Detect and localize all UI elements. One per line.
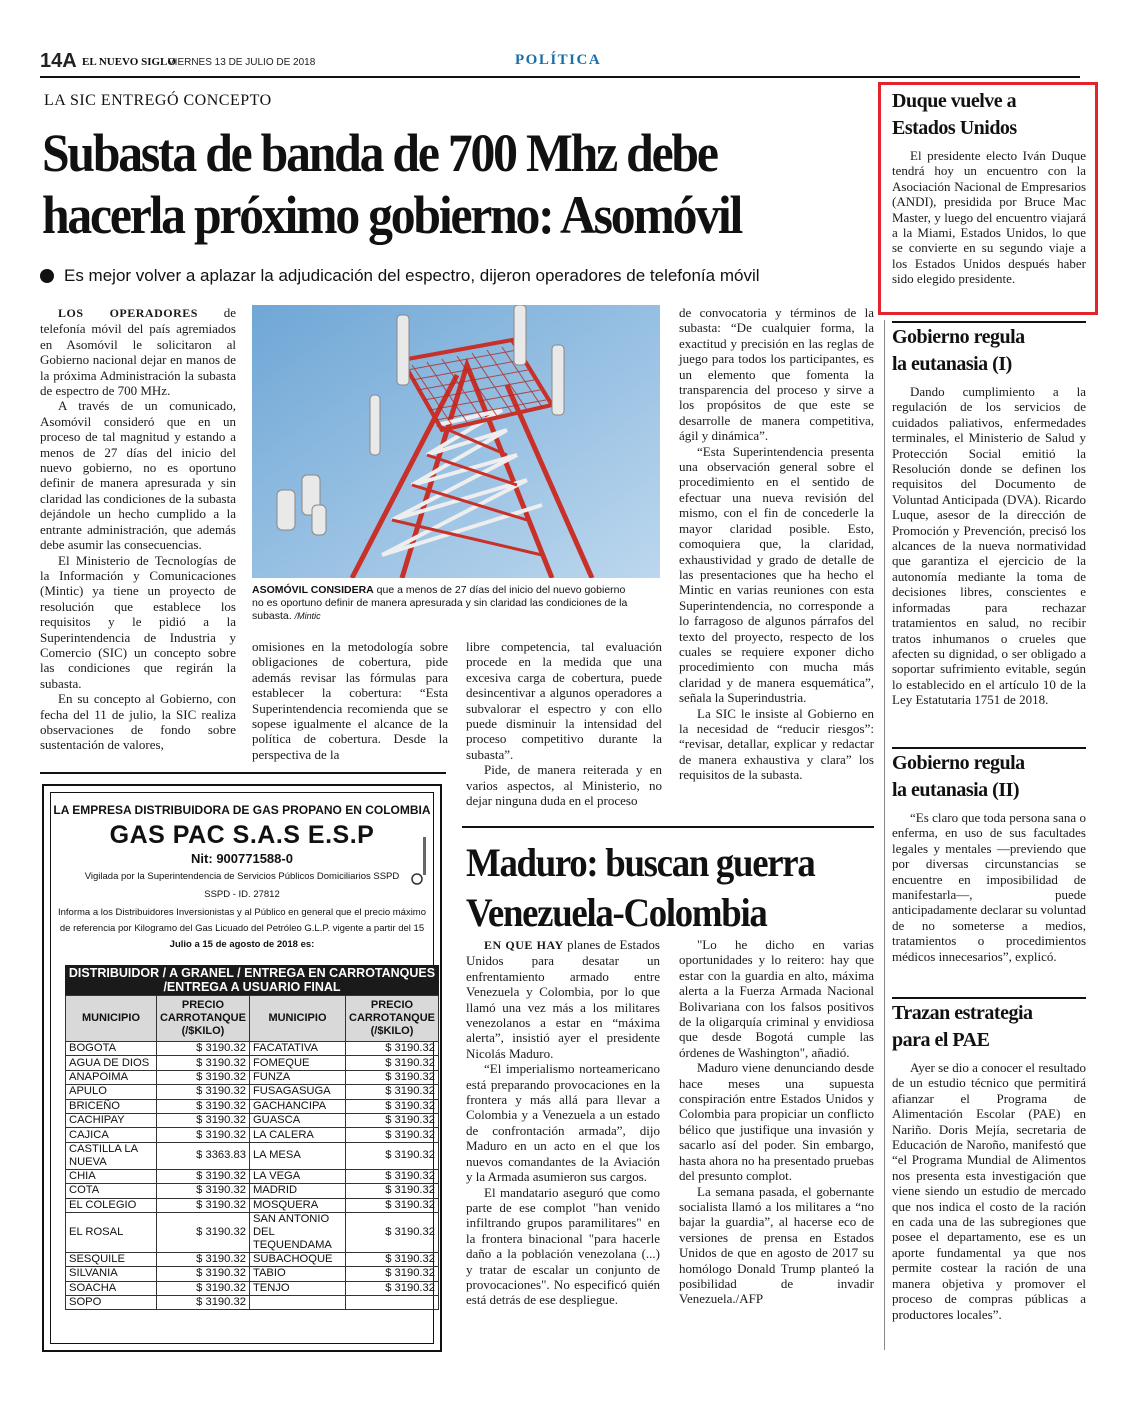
table-row <box>66 1184 439 1198</box>
precio-cell: $ 3190.32 <box>346 1198 439 1212</box>
municipio-cell: EL ROSAL <box>66 1212 157 1252</box>
table-row <box>66 1113 439 1127</box>
municipio-cell: LA CALERA <box>249 1128 345 1142</box>
precio-cell: $ 3190.32 <box>156 1056 249 1070</box>
maduro-col2-p3: La semana pasada, el gobernante socialista llamó a los militares a “no bajar la guardia”, al hacerse eco de versiones de prensa en Estados Unidos de que en agosto de 2017 su homólogo Donald Trump planteó la posibilidad de invadir Venezuela./AFP <box>679 1183 874 1307</box>
sidebar-item-duque <box>892 88 1086 287</box>
table-row <box>66 1296 439 1310</box>
precio-cell: $ 3190.32 <box>346 1169 439 1183</box>
ad-sspd: SSPD - ID. 27812 <box>204 889 280 900</box>
municipio-cell <box>249 1296 345 1310</box>
precio-cell <box>346 1296 439 1310</box>
municipio-cell: MOSQUERA <box>249 1198 345 1212</box>
main-col2-text: omisiones en la metodología sobre obligaciones de cobertura, pide además revisar las fórmulas para establecer la cobertura: “Esta Superintendencia recomienda que se sopese igualmente el alcance de la política de cobertura. Desde la perspectiva de la <box>252 639 448 762</box>
table-row <box>66 1212 439 1252</box>
sidebar-text-pae: Ayer se dio a conocer el resultado de un estudio técnico que permitirá afianzar el Programa de Alimentación Escolar (PAE) en Nariño. Doris Mejía, secretaria de Educación de Naroño, manifestó que “el Programa Mundial de Alimentos nos presenta esta investigación que viene siendo un estudio de mercado que nos indica el costo de la ración en cada una de las subregiones que posee el departamento, ese es un aporte fundamental ya que nos permite costear la ración de una manera objetiva y promover el proceso de compras públicas a productores locales”. <box>892 1060 1086 1322</box>
municipio-cell: SUBACHOQUE <box>249 1252 345 1266</box>
maduro-col-2 <box>679 937 874 1307</box>
caption-credit: /Mintic <box>294 611 321 621</box>
main-col4-p3: La SIC le insiste al Gobierno en la necesidad de “reducir riesgos”: “revisar, detallar, explicar y redactar de manera exhaustiva y clara” los requisitos de la subasta. <box>679 705 874 783</box>
precio-cell: $ 3190.32 <box>346 1212 439 1252</box>
main-col3-p1: libre competencia, tal evaluación procede en la medida que una excesiva carga de cobertura, puede desincentivar a algunos operadores a subvalorar el espectro y con ello puede disminuir la intensidad del proceso competitivo durante la subasta”. <box>466 639 662 762</box>
sidebar-text-eutanasia-1: Dando cumplimiento a la regulación de los servicios de cuidados paliativos, enfermedades terminales, el Ministerio de Salud y Protección Social emitió la Resolución donde se definen los requisitos del Documento de Voluntad Anticipada (DVA). Ricardo Luque, asesor de la dirección de Promoción y Prevención, precisó los alcances de la nueva normatividad que garantiza el ejercicio de la autonomía mediante la toma de decisiones libres, conscientes e informadas para rechazar tratamientos en salud, no recibir tratos inhumanos o crueles que afecten su dignidad, o ser obligado a soportar sufrimiento evitable, según lo establecido en el artículo 10 de la Ley Estatutaria 1751 de 2018. <box>892 384 1086 708</box>
gas-table-title <box>65 965 439 995</box>
main-col1-p1: de telefonía móvil del país agremiados en Asomóvil le solicitaron al Gobierno nacional dejar en manos de la próxima Administración la subasta de espectro de 700 MHz. <box>40 305 237 399</box>
main-col3-p2: Pide, de manera reiterada y en varios aspectos, al Ministerio, no dejar ninguna duda en el proceso <box>466 762 662 809</box>
maduro-headline-line1: Maduro: buscan guerra <box>466 840 815 885</box>
sidebar-title-eutanasia-2: Gobierno regula la eutanasia (II) <box>892 752 1025 801</box>
sidebar-rule-2 <box>892 747 1086 749</box>
table-row <box>66 1252 439 1266</box>
precio-cell: $ 3190.32 <box>346 1252 439 1266</box>
table-row <box>66 1099 439 1113</box>
precio-cell: $ 3190.32 <box>156 1281 249 1295</box>
table-row <box>66 1267 439 1281</box>
precio-cell: $ 3190.32 <box>346 1056 439 1070</box>
municipio-cell: FACATATIVA <box>249 1042 345 1056</box>
municipio-cell: BOGOTA <box>66 1042 157 1056</box>
municipio-cell: CACHIPAY <box>66 1113 157 1127</box>
precio-cell: $ 3190.32 <box>346 1142 439 1169</box>
precio-cell: $ 3190.32 <box>156 1113 249 1127</box>
sidebar-rule-3 <box>892 997 1086 999</box>
precio-cell: $ 3190.32 <box>346 1042 439 1056</box>
municipio-cell: SOPO <box>66 1296 157 1310</box>
main-col-3 <box>466 639 662 808</box>
municipio-cell: FUNZA <box>249 1070 345 1084</box>
precio-cell: $ 3190.32 <box>346 1113 439 1127</box>
ad-company: GAS PAC S.A.S E.S.P <box>109 821 375 849</box>
page-number: 14A <box>40 50 77 72</box>
precio-cell: $ 3190.32 <box>156 1296 249 1310</box>
table-row <box>66 1085 439 1099</box>
divider-maduro <box>462 826 874 828</box>
sidebar-text-duque: El presidente electo Iván Duque tendrá hoy un encuentro con la Asociación Nacional de Empresarios (ANDI), presidida por Bruce Mac Master, y luego del encuentro viajará a la Miami, Estados Unidos, lo que se convierte en su segundo viaje a los Estados Unidos después haber sido elegido presidente. <box>892 148 1086 287</box>
maduro-col2-p1: "Lo he dicho en varias oportunidades y lo reitero: hay que estar con la guardia en alto, máxima alerta a la Fuerza Armada Nacional Bolivariana con los falsos positivos de la oligarquía criminal y envidiosa que desde Bogotá cumple las órdenes de Washington", añadió. <box>679 937 874 1060</box>
table-row <box>66 1281 439 1295</box>
municipio-cell: GACHANCIPA <box>249 1099 345 1113</box>
gas-table-title-l1: DISTRIBUIDOR / A GRANEL / ENTREGA EN CARROTANQUES <box>68 966 436 980</box>
main-headline-line2: hacerla próximo gobierno: Asomóvil <box>42 185 742 245</box>
section-name: POLÍTICA <box>515 52 602 68</box>
sidebar-text-eutanasia-2: “Es claro que toda persona sana o enferma, en uso de sus facultades legales y mentales —previendo que por diversas circunstancias se encuentre en imposibilidad de manifestarla—, puede anticipadamente declarar su voluntad de no someterse a medios, tratamientos o procedimientos médicos innecesarios”, explicó. <box>892 810 1086 964</box>
main-subhead <box>40 266 760 286</box>
municipio-cell: FOMEQUE <box>249 1056 345 1070</box>
municipio-cell: APULO <box>66 1085 157 1099</box>
gas-pac-advertisement <box>42 784 442 1352</box>
gas-price-table <box>65 995 439 1310</box>
sidebar-item-eutanasia-1 <box>892 324 1086 708</box>
precio-cell: $ 3190.32 <box>156 1184 249 1198</box>
municipio-cell: AGUA DE DIOS <box>66 1056 157 1070</box>
ad-vigilada: Vigilada por la Superintendencia de Servicios Públicos Domiciliarios SSPD <box>84 871 400 882</box>
municipio-cell: TABIO <box>249 1267 345 1281</box>
maduro-col1-p2: “El imperialismo norteamericano está preparando provocaciones en la frontera y más allá para llevar a Colombia y a Venezuela a un estado de confrontación armada”, dijo Maduro en un acto en el que los nuevos comandantes de la Aviación y la Armada asumieron sus cargos. <box>466 1061 660 1185</box>
table-row <box>66 1056 439 1070</box>
sidebar-title-eutanasia-1: Gobierno regula la eutanasia (I) <box>892 326 1025 375</box>
sidebar-item-pae <box>892 1000 1086 1322</box>
maduro-headline-line2: Venezuela-Colombia <box>466 890 767 935</box>
maduro-lead: EN QUE HAY <box>484 938 564 952</box>
table-row <box>66 1142 439 1169</box>
precio-cell: $ 3190.32 <box>156 1085 249 1099</box>
divider-left <box>40 772 446 774</box>
precio-cell: $ 3190.32 <box>156 1169 249 1183</box>
table-row <box>66 1169 439 1183</box>
col-header-municipio-2: MUNICIPIO <box>249 996 345 1042</box>
municipio-cell: CAJICA <box>66 1128 157 1142</box>
precio-cell: $ 3190.32 <box>346 1184 439 1198</box>
municipio-cell: EL COLEGIO <box>66 1198 157 1212</box>
main-col-1 <box>40 305 236 753</box>
maduro-col1-p3: El mandatario aseguró que como parte de ese complot "han venido infiltrando grupos paramilitares" en la frontera binacional "para hacerle daño a la población venezolana (...) y tratar de escalar un conjunto de provocaciones". No especificó quién está detrás de ese despliegue. <box>466 1184 660 1308</box>
precio-cell: $ 3190.32 <box>346 1128 439 1142</box>
main-col1-p3: El Ministerio de Tecnologías de la Información y Comunicaciones (Mintic) ya tiene un proyecto de resolución que establece los requisitos y le pidió a la Superintendencia de Industria y Comercio (SIC) un concepto sobre las condiciones que regirán la subasta. <box>40 552 236 691</box>
maduro-col2-p2: Maduro viene denunciando desde hace meses una supuesta conspiración entre Estados Unidos y Colombia para propiciar un conflicto bélico que justifique una invasión y sacarlo así del poder. Sin embargo, hasta ahora no ha presentado pruebas del presunto complot. <box>679 1060 874 1184</box>
municipio-cell: SESQUILE <box>66 1252 157 1266</box>
sidebar-title-duque: Duque vuelve a Estados Unidos <box>892 90 1017 139</box>
gas-table-title-l2: /ENTREGA A USUARIO FINAL <box>163 980 341 994</box>
precio-cell: $ 3190.32 <box>156 1070 249 1084</box>
main-col-2 <box>252 639 448 762</box>
main-headline <box>42 122 806 246</box>
bullet-icon <box>40 269 54 283</box>
sidebar-title-pae: Trazan estrategia para el PAE <box>892 1002 1033 1051</box>
main-col-4 <box>679 305 874 783</box>
sidebar-rule-1 <box>892 321 1086 323</box>
caption-text: que a menos de 27 días del inicio del nuevo gobierno no es oportuno definir de manera apresurada y sin claridad las condiciones de la subasta. <box>252 584 628 622</box>
photo-caption <box>252 584 632 623</box>
sidebar-item-eutanasia-2 <box>892 750 1086 964</box>
municipio-cell: CASTILLA LA NUEVA <box>66 1142 157 1169</box>
maduro-col-1 <box>466 937 660 1308</box>
precio-cell: $ 3190.32 <box>156 1099 249 1113</box>
municipio-cell: ANAPOIMA <box>66 1070 157 1084</box>
newspaper-name: EL NUEVO SIGLO <box>82 56 176 68</box>
telecom-tower-image <box>252 305 660 578</box>
maduro-col1-p1-text: planes de Estados Unidos para desatar un enfrentamiento armado entre Venezuela y Colombia, por lo que llamó una vez más a los militares venezolanos a estar en “máxima alerta”, insistió ayer el presidente Nicolás Maduro. <box>466 937 660 1061</box>
gas-table-header-row <box>66 996 439 1042</box>
municipio-cell: GUASCA <box>249 1113 345 1127</box>
precio-cell: $ 3190.32 <box>346 1085 439 1099</box>
maduro-headline <box>466 838 843 938</box>
main-col4-p1: de convocatoria y términos de la subasta: “De cualquier forma, la exactitud y precisión en las reglas de juego para todos los participantes, es un elemento que fomenta la transparencia del proceso y sirve a los propósitos de que este se desarrolle de manera competitiva, ágil y dinámica”. <box>679 305 874 444</box>
maduro-col1-p1 <box>466 937 660 1061</box>
precio-cell: $ 3190.32 <box>156 1042 249 1056</box>
municipio-cell: COTA <box>66 1184 157 1198</box>
col-header-precio: PRECIO CARROTANQUE (/$KILO) <box>156 996 249 1042</box>
municipio-cell: SAN ANTONIO DEL TEQUENDAMA <box>249 1212 345 1252</box>
tower-photo <box>252 305 660 578</box>
page-header <box>40 48 1080 78</box>
issue-date: VIERNES 13 DE JULIO DE 2018 <box>168 57 316 68</box>
main-lead: LOS OPERADORES <box>58 306 198 320</box>
ad-info2: de referencia por Kilogramo del Gas Licuado del Petróleo G.L.P. vigente a partir del 15 <box>59 923 425 934</box>
precio-cell: $ 3190.32 <box>156 1252 249 1266</box>
precio-cell: $ 3363.83 <box>156 1142 249 1169</box>
municipio-cell: BRICEÑO <box>66 1099 157 1113</box>
precio-cell: $ 3190.32 <box>346 1099 439 1113</box>
precio-cell: $ 3190.32 <box>346 1070 439 1084</box>
main-col4-p2: “Esta Superintendencia presenta una observación general sobre el procedimiento en el sentido de efectuar una nueva revisión del mismo, con el fin de concederle la mayor claridad posible. Esto, comoquiera que, la claridad, exhaustividad y grado de detalle de las presentaciones que ha hecho el Mintic en varias reuniones con esta Superintendencia, no corresponde a lo farragoso de algunos párrafos del texto del proyecto, respecto de los cuales se requiere exponer dicho procedimiento con mucha más claridad y de manera esquemática”, señala la Superindustria. <box>679 443 874 706</box>
ad-nit: Nit: 900771588-0 <box>191 851 293 866</box>
col-header-precio-2: PRECIO CARROTANQUE (/$KILO) <box>346 996 439 1042</box>
main-col1-para <box>40 305 236 398</box>
municipio-cell: FUSAGASUGA <box>249 1085 345 1099</box>
main-subhead-text: Es mejor volver a aplazar la adjudicación del espectro, dijeron operadores de telefonía móvil <box>64 266 760 285</box>
municipio-cell: SILVANIA <box>66 1267 157 1281</box>
main-kicker: LA SIC ENTREGÓ CONCEPTO <box>44 92 272 109</box>
precio-cell: $ 3190.32 <box>156 1128 249 1142</box>
ad-info3: Julio a 15 de agosto de 2018 es: <box>169 939 315 950</box>
precio-cell: $ 3190.32 <box>346 1267 439 1281</box>
main-headline-line1: Subasta de banda de 700 Mhz debe <box>42 123 717 183</box>
col-header-municipio: MUNICIPIO <box>66 996 157 1042</box>
ad-inner-frame <box>50 792 434 1344</box>
municipio-cell: CHIA <box>66 1169 157 1183</box>
table-row <box>66 1198 439 1212</box>
main-col1-p2: A través de un comunicado, Asomóvil consideró que en un proceso de tal magnitud y estando a menos de 27 días del inicio del nuevo gobierno, no es oportuno definir de manera apresurada y sin claridad las condiciones de la subasta dejándole un hecho cumplido a la entrante administración, que además debe asumir las consecuencias. <box>40 398 236 553</box>
ad-info1: Informa a los Distribuidores Inversionistas y al Público en general que el precio máximo <box>57 907 427 918</box>
precio-cell: $ 3190.32 <box>346 1281 439 1295</box>
ad-top-line: LA EMPRESA DISTRIBUIDORA DE GAS PROPANO EN COLOMBIA <box>53 803 431 817</box>
municipio-cell: TENJO <box>249 1281 345 1295</box>
table-row <box>66 1042 439 1056</box>
precio-cell: $ 3190.32 <box>156 1212 249 1252</box>
precio-cell: $ 3190.32 <box>156 1198 249 1212</box>
caption-lead: ASOMÓVIL CONSIDERA <box>252 584 374 596</box>
table-row <box>66 1070 439 1084</box>
municipio-cell: SOACHA <box>66 1281 157 1295</box>
sspd-logo-icon <box>409 833 433 889</box>
precio-cell: $ 3190.32 <box>156 1267 249 1281</box>
main-col1-p4: En su concepto al Gobierno, con fecha del 11 de julio, la SIC realiza observaciones de fondo sobre sustentación de valores, <box>40 691 236 753</box>
table-row <box>66 1128 439 1142</box>
municipio-cell: MADRID <box>249 1184 345 1198</box>
municipio-cell: LA VEGA <box>249 1169 345 1183</box>
municipio-cell: LA MESA <box>249 1142 345 1169</box>
sidebar-divider <box>884 320 885 1350</box>
